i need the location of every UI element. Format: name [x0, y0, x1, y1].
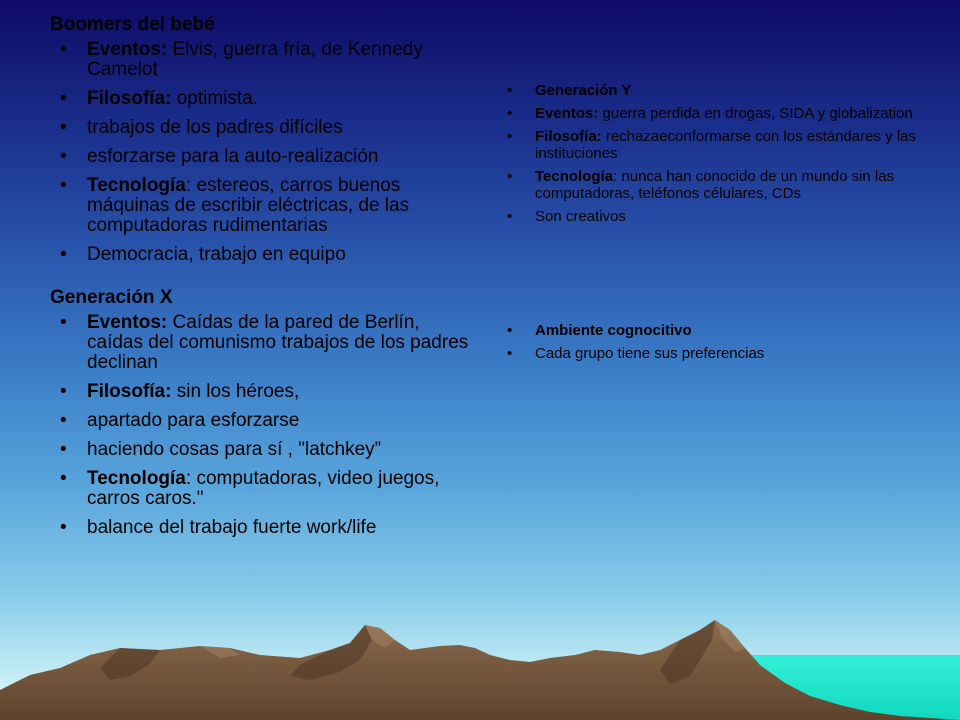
- list-item: • apartado para esforzarse: [60, 410, 300, 431]
- list-item: • Eventos: Caídas de la pared de Berlín, caídas del comunismo trabajos de los padres declinan: [60, 312, 469, 373]
- list-item: • Filosofía: rechazaeconformarse con los estándares y las instituciones: [507, 128, 916, 162]
- list-item: • Eventos: guerra perdida en drogas, SIDA y globalization: [507, 105, 913, 122]
- list-item: • Eventos: Elvis, guerra fría, de Kennedy Camelot: [60, 39, 423, 80]
- bullet: •: [507, 345, 513, 362]
- gen-x-list: [50, 313, 470, 538]
- list-item: • haciendo cosas para sí , "latchkey”: [60, 439, 382, 460]
- bullet: •: [507, 128, 513, 145]
- bullet: •: [60, 468, 67, 489]
- bullet: •: [507, 168, 513, 185]
- list-item: • Tecnología: estereos, carros buenos máquinas de escribir eléctricas, de las computadoras rudimentarias: [60, 175, 410, 236]
- gen-y-list: [507, 82, 947, 225]
- gen-x-heading: Generación X: [50, 287, 173, 308]
- ambiente-list: [507, 322, 947, 362]
- list-item: • Ambiente cognocitivo: [507, 322, 692, 339]
- bullet: •: [60, 39, 67, 60]
- left-column: [50, 14, 470, 547]
- bullet: •: [60, 244, 67, 265]
- list-item: • Tecnología: nunca han conocido de un mundo sin las computadoras, teléfonos célulares, CDs: [507, 168, 895, 202]
- bullet: •: [507, 105, 513, 122]
- bullet: •: [60, 517, 67, 538]
- bullet: •: [60, 88, 67, 109]
- list-item: • Generación Y: [507, 82, 632, 99]
- bullet: •: [507, 322, 513, 339]
- bullet: •: [507, 208, 513, 225]
- bullet: •: [60, 312, 67, 333]
- bullet: •: [60, 146, 67, 167]
- right-column: [507, 82, 947, 368]
- list-item: • Son creativos: [507, 208, 626, 225]
- bullet: •: [60, 439, 67, 460]
- list-item: • esforzarse para la auto-realización: [60, 146, 379, 167]
- list-item: • Cada grupo tiene sus preferencias: [507, 345, 765, 362]
- list-item: • balance del trabajo fuerte work/life: [60, 517, 377, 538]
- bullet: •: [60, 117, 67, 138]
- list-item: • trabajos de los padres difíciles: [60, 117, 343, 138]
- bullet: •: [60, 410, 67, 431]
- bullet: •: [60, 381, 67, 402]
- boomers-heading: Boomers del bebé: [50, 14, 215, 35]
- bullet: •: [507, 82, 513, 99]
- list-item: • Filosofía: optimista.: [60, 88, 259, 109]
- boomers-list: [50, 40, 470, 265]
- list-item: • Tecnología: computadoras, video juegos, carros caros.": [60, 468, 440, 509]
- list-item: • Democracia, trabajo en equipo: [60, 244, 346, 265]
- list-item: • Filosofía: sin los héroes,: [60, 381, 300, 402]
- bullet: •: [60, 175, 67, 196]
